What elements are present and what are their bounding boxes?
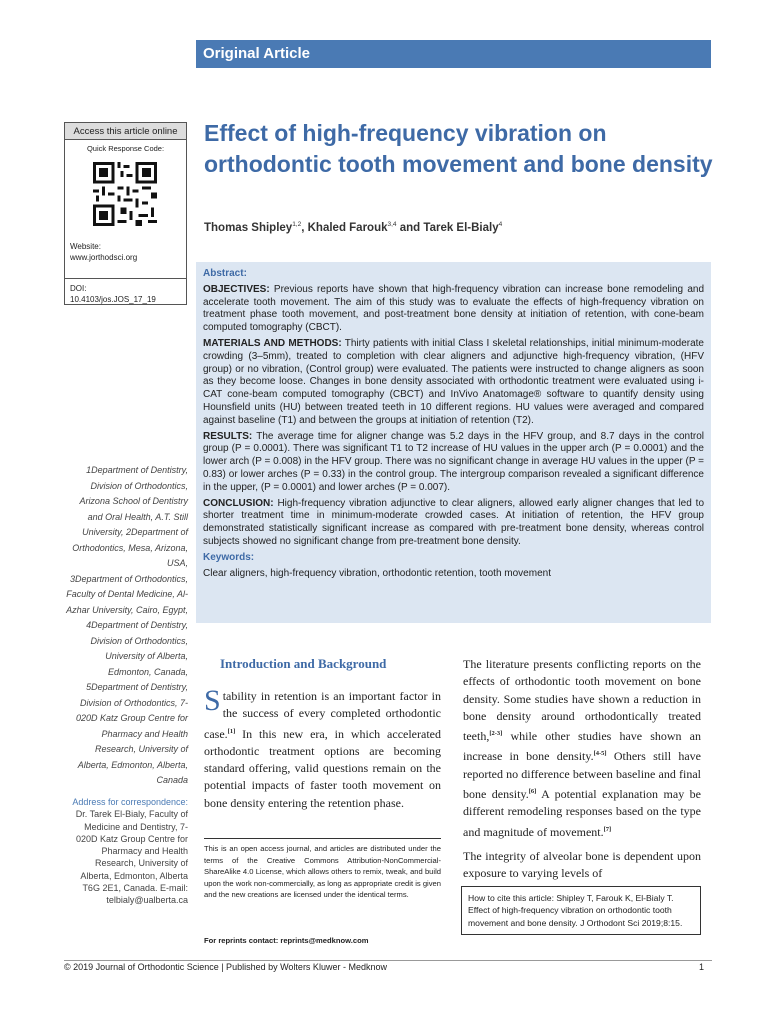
- results-label: RESULTS:: [203, 430, 253, 442]
- affiliation: 5Department of Dentistry, Division of Orthodontics, 7-020D Katz Group Centre for Pharmacy and Health Research, University of Alberta, Edmonton, Alberta, Canada: [75, 682, 188, 785]
- doi-block: [70, 283, 156, 305]
- body-column-right: [463, 656, 701, 890]
- paragraph-text: A potential explanation may be different remodeling responses based on the type and magnitude of movement.: [463, 787, 702, 839]
- drop-cap: S: [204, 684, 221, 717]
- page-number: 1: [698, 962, 704, 972]
- doi-link[interactable]: 10.4103/jos.JOS_17_19: [70, 295, 156, 304]
- author-name[interactable]: Thomas Shipley: [204, 221, 293, 234]
- abstract-methods: [203, 338, 704, 428]
- author-name[interactable]: Tarek El-Bialy: [423, 221, 499, 234]
- objectives-text: Previous reports have shown that high-frequency vibration can increase bone remodeling and accelerate tooth movement. The aim of this study was to evaluate the effects of high-frequency vibration on treatment phase tooth movement, and post-treatment bone density at initiation of retention, with cone-beam computed tomography (CBCT).: [203, 283, 704, 334]
- footer-copyright: © 2019 Journal of Orthodontic Science | Published by Wolters Kluwer - Medknow: [64, 962, 387, 972]
- article-title: Effect of high-frequency vibration on orthodontic tooth movement and bone density: [204, 120, 713, 177]
- author-separator: ,: [301, 221, 308, 234]
- author-affiliation-mark: 3,4: [387, 221, 397, 228]
- citation-box: How to cite this article: Shipley T, Farouk K, El-Bialy T. Effect of high-frequency vibration on orthodontic tooth movement and bone density. J Orthodont Sci 2019;8:15.: [461, 886, 701, 935]
- access-online-box: [64, 122, 187, 305]
- affiliations: [64, 463, 188, 789]
- conclusion-label: CONCLUSION:: [203, 497, 274, 509]
- license-notice: This is an open access journal, and articles are distributed under the terms of the Creative Commons Attribution-NonCommercial-ShareAlike 4.0 License, which allows others to remix, tweak, and build upon the work non-commercially, as long as appropriate credit is given and the new creations are licensed under the identical terms.: [204, 838, 441, 901]
- paragraph-text: In this new era, in which accelerated orthodontic treatment options are becoming standard offering, valid questions remain on the potential impacts of faster tooth movement on bone density entering the retention phase.: [204, 726, 441, 810]
- correspondence-text: Dr. Tarek El-Bialy, Faculty of Medicine and Dentistry, 7-020D Katz Group Centre for Pharmacy and Health Research, University of Alberta, Edmonton, Alberta T6G 2E1, Canada. E-mail: telbialy@ualberta.ca: [75, 809, 188, 906]
- page-footer: [64, 960, 712, 972]
- reference-link[interactable]: [7]: [603, 825, 612, 833]
- paragraph-text: The literature presents conflicting reports on the effects of orthodontic tooth movement on bone density. Some studies have shown a reduction in bone density around orthodontically treated teeth,: [463, 657, 701, 744]
- author-list: [204, 221, 502, 234]
- objectives-label: OBJECTIVES:: [203, 283, 270, 295]
- qr-code-label: Quick Response Code:: [86, 144, 165, 153]
- website-link[interactable]: www.jorthodsci.org: [70, 253, 138, 262]
- reprints-contact: For reprints contact: reprints@medknow.com: [204, 936, 369, 945]
- abstract-heading: Abstract:: [203, 268, 247, 279]
- article-type-banner: Original Article: [196, 40, 711, 68]
- divider: [65, 278, 186, 279]
- author-affiliation-mark: 4: [498, 221, 503, 228]
- results-text: The average time for aligner change was 5.2 days in the HFV group, and 8.7 days in the control group (P = 0.0001). There was significant T1 to T2 increase of HU values in the upper arch (P = 0.0001) and the lower arch (P = 0.008) in the HFV group. There was no significant change in average HU values in the upper (P = 0.83) or lower arches (P = 0.33) in the control group. The intergroup comparison revealed a significant difference in the upper, (P = 0.0001) and lower arches (P = 0.007).: [203, 430, 704, 493]
- paragraph-text: Others still have reported no difference between baseline and final bone density.: [463, 749, 701, 802]
- keywords-heading: Keywords:: [203, 551, 255, 563]
- conclusion-text: High-frequency vibration adjunctive to clear aligners, allowed early aligner changes that led to shorter treatment time in minimum-moderate crowded cases. At initiation of retention, the HFV group demonstrated statistically significant increase as compared with pre-treatment bone density, whereas control subjects showed no significant change from pre-treatment bone density.: [203, 497, 705, 547]
- abstract-results: [203, 431, 704, 495]
- paragraph-text: tability in retention is an important factor in the success of every completed orthodontic case.: [204, 689, 441, 741]
- body-column-left: [204, 684, 441, 812]
- reference-link[interactable]: [6]: [528, 788, 537, 796]
- access-online-label: Access this article online: [65, 123, 186, 140]
- reference-link[interactable]: [4-5]: [593, 750, 607, 758]
- website-block: [70, 241, 137, 263]
- abstract-box: [196, 262, 711, 623]
- author-name[interactable]: Khaled Farouk: [307, 221, 388, 234]
- affiliation: 4Department of Dentistry, Division of Orthodontics, University of Alberta, Edmonton, Canada,: [86, 620, 188, 677]
- author-affiliation-mark: 1,2: [292, 221, 302, 228]
- methods-label: MATERIALS AND METHODS:: [203, 337, 342, 349]
- website-label: Website:: [70, 242, 101, 251]
- affiliation: 1Department of Dentistry, Division of Orthodontics, Arizona School of Dentistry and Oral Health, A.T. Still University, 2Department of Orthodontics, Mesa, Arizona, USA,: [72, 465, 188, 568]
- keywords-text: Clear aligners, high-frequency vibration, orthodontic retention, tooth movement: [203, 567, 551, 579]
- author-separator: and: [396, 221, 424, 234]
- correspondence: [64, 796, 188, 907]
- affiliation: 3Department of Orthodontics, Faculty of Dental Medicine, Al-Azhar University, Cairo, Egypt,: [66, 573, 188, 615]
- methods-text: Thirty patients with initial Class I skeletal relationships, initial minimum-moderate crowding (3–5mm), treated to completion with clear aligners and adjunctive high-frequency vibration, (HFV group) or no vibration, (Control group) were evaluated. The patients were instructed to change aligners as soon as they become loose. Changes in bone density associated with orthodontic treatment were evaluated using i-CAT cone-beam computed tomography (CBCT) and InVivo Anatomage® software to quantify density using Hounsfield units (HU) between treated teeth in 10 different regions. HU values were averaged and compared against baseline (T1) and between the groups at initiation of retention (T2).: [203, 337, 704, 426]
- reference-link[interactable]: [1]: [227, 727, 236, 735]
- correspondence-label: Address for correspondence:: [72, 797, 188, 807]
- doi-label: DOI:: [70, 284, 87, 293]
- paragraph-text: while other studies have shown an increase in bone density.: [463, 729, 701, 764]
- qr-code-image[interactable]: [93, 162, 157, 226]
- abstract-objectives: [203, 284, 704, 335]
- abstract-conclusion: [203, 498, 704, 549]
- paragraph: The integrity of alveolar bone is dependent upon exposure to varying levels of: [463, 848, 701, 881]
- section-heading: Introduction and Background: [220, 656, 387, 671]
- paragraph: [463, 656, 701, 841]
- reference-link[interactable]: [2-3]: [489, 730, 503, 738]
